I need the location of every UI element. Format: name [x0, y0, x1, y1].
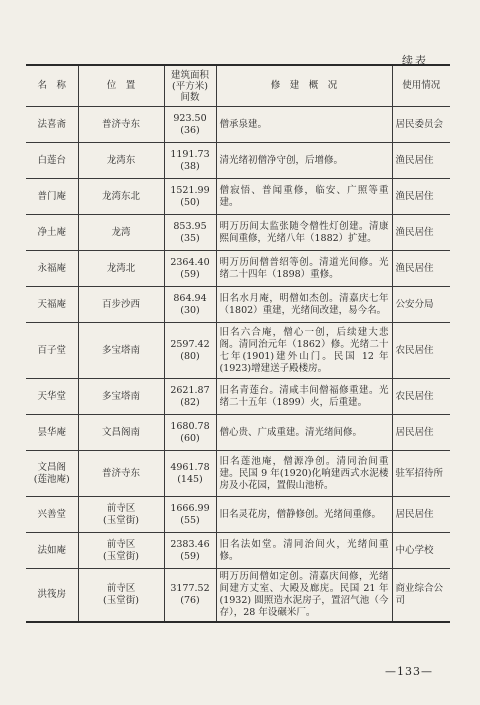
cell-area [164, 379, 216, 415]
cell-use: 居民委员会 [392, 107, 450, 143]
cell-use: 中心学校 [392, 533, 450, 569]
cell-name [26, 143, 78, 179]
cell-name [26, 323, 78, 379]
header-location: 位 置 [78, 65, 164, 107]
cell-name [26, 451, 78, 497]
room-count: (60) [180, 432, 200, 444]
table-row [26, 107, 450, 143]
area-value: 864.94 [173, 292, 207, 304]
area-value: 1680.78 [170, 420, 210, 432]
cell-history: 僧承泉建。 [216, 107, 392, 143]
cell-location: 龙湾 [78, 215, 164, 251]
cell-location: 百步沙西 [78, 287, 164, 323]
name-line: (莲池庵) [33, 473, 70, 485]
cell-area [164, 497, 216, 533]
cell-area [164, 179, 216, 215]
cell-use: 渔民居住 [392, 251, 450, 287]
cell-use: 公安分局 [392, 287, 450, 323]
cell-history: 旧名水月庵，明僧如杰创。清嘉庆七年（1802）重建，光绪间改建，易今名。 [216, 287, 392, 323]
name-line: 普门庵 [37, 190, 66, 202]
cell-name [26, 533, 78, 569]
cell-area [164, 251, 216, 287]
room-count: (30) [180, 304, 200, 316]
cell-use: 居民居住 [392, 497, 450, 533]
name-line: 天福庵 [37, 298, 66, 310]
cell-use: 居民居住 [392, 415, 450, 451]
table-row [26, 379, 450, 415]
table-row [26, 415, 450, 451]
cell-history: 僧心贵、广成重建。清光绪间修。 [216, 415, 392, 451]
name-line: 百子堂 [37, 344, 66, 356]
area-value: 4961.78 [170, 461, 210, 473]
cell-location: 多宝塔南 [78, 379, 164, 415]
area-value: 923.50 [173, 112, 207, 124]
name-line: 天华堂 [37, 390, 66, 402]
cell-history: 清光绪初僧净守创，后增修。 [216, 143, 392, 179]
cell-location: 普济寺东 [78, 451, 164, 497]
header-area: 建筑面积 (平方米) 间数 [164, 65, 216, 107]
cell-area [164, 323, 216, 379]
cell-location: 多宝塔南 [78, 323, 164, 379]
cell-history: 旧名六合庵，僧心一创，后续建大悲阁。清同治元年（1862）修。光绪二十七年(1901)建外山门。民国 12 年(1923)增建送子殿楼房。 [216, 323, 392, 379]
name-line: 永福庵 [37, 262, 66, 274]
table-row [26, 287, 450, 323]
cell-history: 明万历间僧如定创。清嘉庆间修，光绪间建方丈室、大殿及廊庑。民国 21 年(1932) 圆照造水泥房子，置沼气池（今存），28 年设碾米厂。 [216, 569, 392, 623]
room-count: (36) [180, 124, 200, 136]
cell-area [164, 451, 216, 497]
cell-location: 文昌阁南 [78, 415, 164, 451]
header-name: 名 称 [26, 65, 78, 107]
room-count: (59) [180, 550, 200, 562]
cell-name [26, 497, 78, 533]
room-count: (55) [180, 514, 200, 526]
cell-area [164, 415, 216, 451]
cell-history: 僧寂悟、普闻重修，临安、广照等重建。 [216, 179, 392, 215]
cell-use: 渔民居住 [392, 143, 450, 179]
cell-history: 旧名莲池庵，僧源净创。清同治间重建。民国 9 年(1920)化响建西式水泥楼房及小花园，置假山池桥。 [216, 451, 392, 497]
area-value: 1666.99 [170, 502, 210, 514]
cell-area [164, 569, 216, 623]
name-line: 昙华庵 [37, 426, 66, 438]
cell-history: 明万历间太监张随令僧性灯创建。清康熙间重修，光绪八年（1882）扩建。 [216, 215, 392, 251]
table-row [26, 215, 450, 251]
table-row [26, 251, 450, 287]
page-number: —133— [385, 665, 433, 678]
cell-area [164, 215, 216, 251]
cell-use: 渔民居住 [392, 179, 450, 215]
cell-area [164, 287, 216, 323]
area-value: 853.95 [173, 220, 207, 232]
cell-name [26, 379, 78, 415]
cell-name [26, 215, 78, 251]
cell-location: 龙湾东 [78, 143, 164, 179]
cell-location: 前寺区 (玉堂街) [78, 533, 164, 569]
room-count: (80) [180, 350, 200, 362]
cell-history: 旧名灵花房，僧静修创。光绪间重修。 [216, 497, 392, 533]
room-count: (35) [180, 232, 200, 244]
cell-name [26, 415, 78, 451]
room-count: (59) [180, 268, 200, 280]
cell-location: 前寺区 (玉堂街) [78, 497, 164, 533]
area-value: 2597.42 [170, 338, 210, 350]
cell-history: 旧名青莲台。清咸丰间僧福修重建。光绪二十五年（1899）火，后重建。 [216, 379, 392, 415]
table-row [26, 323, 450, 379]
table-row [26, 451, 450, 497]
room-count: (76) [180, 595, 200, 606]
header-row [26, 65, 450, 107]
area-value: 2364.40 [170, 256, 210, 268]
cell-name [26, 287, 78, 323]
cell-use: 渔民居住 [392, 215, 450, 251]
cell-location: 前寺区 (玉堂街) [78, 569, 164, 623]
area-value: 1191.73 [170, 148, 210, 160]
cell-name [26, 251, 78, 287]
cell-name [26, 569, 78, 623]
area-value: 2383.46 [170, 538, 210, 550]
cell-use: 农民居住 [392, 323, 450, 379]
name-line: 白莲台 [37, 154, 66, 166]
table-row [26, 143, 450, 179]
cell-area [164, 533, 216, 569]
table-row [26, 497, 450, 533]
table-row [26, 533, 450, 569]
cell-history: 旧名法如堂。清同治间火，光绪间重修。 [216, 533, 392, 569]
name-line: 洪筏房 [37, 589, 66, 600]
name-line: 法喜斋 [37, 118, 66, 130]
cell-name [26, 179, 78, 215]
room-count: (38) [180, 160, 200, 172]
cell-area [164, 107, 216, 143]
continuation-label: 续表 [402, 54, 428, 67]
room-count: (82) [180, 396, 200, 408]
cell-location: 龙湾东北 [78, 179, 164, 215]
records-table [26, 64, 450, 623]
room-count: (50) [180, 196, 200, 208]
name-line: 文昌阁 [37, 461, 66, 473]
header-history: 修 建 概 况 [216, 65, 392, 107]
cell-area [164, 143, 216, 179]
area-value: 2621.87 [170, 384, 210, 396]
name-line: 净土庵 [37, 226, 66, 238]
cell-use: 驻军招待所 [392, 451, 450, 497]
area-value: 3177.52 [170, 583, 210, 594]
cell-name [26, 107, 78, 143]
cell-location: 龙湾北 [78, 251, 164, 287]
area-value: 1521.99 [170, 184, 210, 196]
table-row [26, 569, 450, 623]
cell-use: 商业综合公司 [392, 569, 450, 623]
header-use: 使用情况 [392, 65, 450, 107]
cell-history: 明万历间僧普绍等创。清道光间修。光绪二十四年（1898）重修。 [216, 251, 392, 287]
cell-location: 普济寺东 [78, 107, 164, 143]
table-row [26, 179, 450, 215]
name-line: 法如庵 [37, 544, 66, 556]
name-line: 兴善堂 [37, 508, 66, 520]
cell-use: 农民居住 [392, 379, 450, 415]
room-count: (145) [177, 473, 203, 485]
